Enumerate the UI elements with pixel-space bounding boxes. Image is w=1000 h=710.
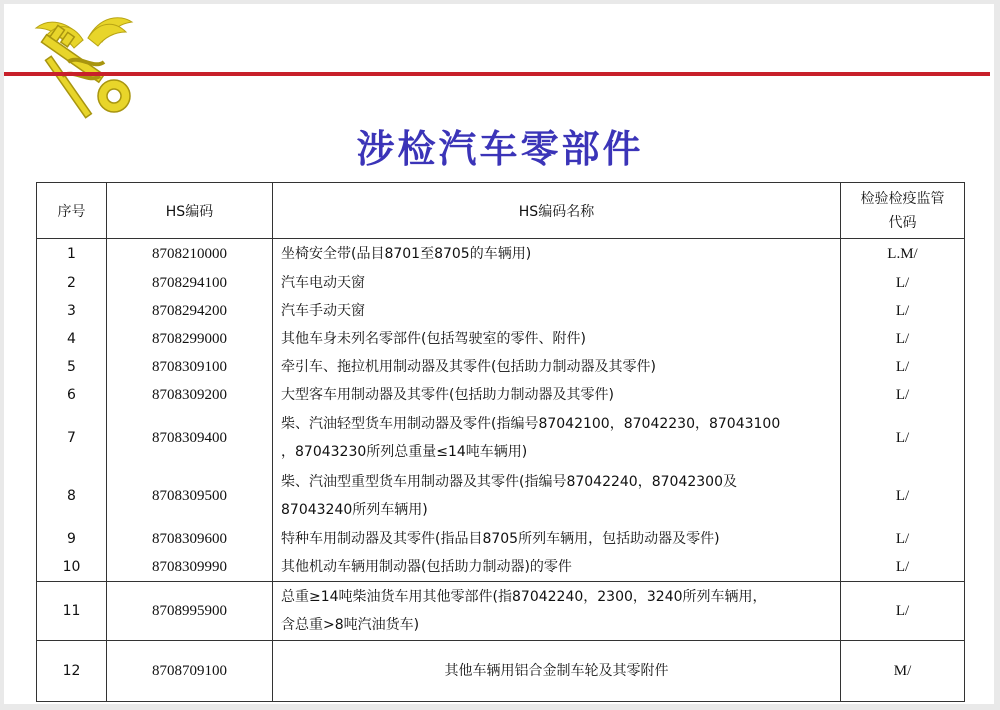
row-name: 大型客车用制动器及其零件(包括助力制动器及其零件) xyxy=(273,381,841,409)
table-row xyxy=(37,640,965,701)
header-supervision-line1: 检验检疫监管 xyxy=(860,190,945,207)
row-seq: 5 xyxy=(37,353,107,381)
row-seq: 8 xyxy=(37,467,107,525)
row-seq: 2 xyxy=(37,269,107,297)
row-name: 其他车身未列名零部件(包括驾驶室的零件、附件) xyxy=(273,325,841,353)
row-seq: 3 xyxy=(37,297,107,325)
table-row xyxy=(37,353,965,381)
row-name: 其他车辆用铝合金制车轮及其零附件 xyxy=(273,640,841,701)
row-sup: M/ xyxy=(841,640,965,701)
row-sup: L/ xyxy=(841,353,965,381)
row-name: 牵引车、拖拉机用制动器及其零件(包括助力制动器及其零件) xyxy=(273,353,841,381)
row-name-line1: 柴、汽油轻型货车用制动器及零件(指编号87042100，87042230，87043100 xyxy=(281,415,781,432)
row-sup: L/ xyxy=(841,581,965,640)
row-code: 8708309100 xyxy=(107,353,273,381)
row-name-line1: 柴、汽油型重型货车用制动器及其零件(指编号87042240，87042300及 xyxy=(281,473,737,490)
hs-code-table xyxy=(36,182,965,702)
row-name: 特种车用制动器及其零件(指品目8705所列车辆用，包括助动器及零件) xyxy=(273,525,841,553)
row-seq: 9 xyxy=(37,525,107,553)
row-name-line1: 总重≥14吨柴油货车用其他零部件(指87042240，2300，3240所列车辆用， xyxy=(281,588,767,605)
row-seq: 11 xyxy=(37,581,107,640)
row-name-line2: ，87043230所列总重量≤14吨车辆用) xyxy=(281,443,528,460)
row-name xyxy=(273,467,841,525)
table-row xyxy=(37,581,965,640)
table-row xyxy=(37,409,965,467)
row-code: 8708299000 xyxy=(107,325,273,353)
row-seq: 7 xyxy=(37,409,107,467)
row-sup: L/ xyxy=(841,467,965,525)
row-code: 8708709100 xyxy=(107,640,273,701)
row-name-line2: 87043240所列车辆用) xyxy=(281,501,428,518)
table-row xyxy=(37,325,965,353)
header-seq: 序号 xyxy=(37,183,107,239)
row-code: 8708309990 xyxy=(107,553,273,582)
row-sup: L/ xyxy=(841,409,965,467)
row-seq: 4 xyxy=(37,325,107,353)
table-row xyxy=(37,269,965,297)
table-row xyxy=(37,239,965,269)
row-name xyxy=(273,409,841,467)
row-code: 8708210000 xyxy=(107,239,273,269)
header-supervision-line2: 代码 xyxy=(888,214,917,231)
row-code: 8708309400 xyxy=(107,409,273,467)
row-sup: L/ xyxy=(841,381,965,409)
row-code: 8708294100 xyxy=(107,269,273,297)
table-header-row xyxy=(37,183,965,239)
row-name: 汽车手动天窗 xyxy=(273,297,841,325)
row-seq: 12 xyxy=(37,640,107,701)
row-name-line2: 含总重>8吨汽油货车) xyxy=(281,616,420,633)
table-row xyxy=(37,381,965,409)
page-title: 涉检汽车零部件 xyxy=(356,127,644,171)
row-sup: L/ xyxy=(841,297,965,325)
row-sup: L/ xyxy=(841,553,965,582)
row-code: 8708309500 xyxy=(107,467,273,525)
header-hs-name: HS编码名称 xyxy=(273,183,841,239)
row-seq: 6 xyxy=(37,381,107,409)
row-seq: 1 xyxy=(37,239,107,269)
row-name xyxy=(273,581,841,640)
header-supervision-code xyxy=(841,183,965,239)
table-row xyxy=(37,525,965,553)
table-row xyxy=(37,297,965,325)
row-sup: L.M/ xyxy=(841,239,965,269)
row-code: 8708309600 xyxy=(107,525,273,553)
row-name: 其他机动车辆用制动器(包括助力制动器)的零件 xyxy=(273,553,841,582)
row-sup: L/ xyxy=(841,325,965,353)
customs-emblem-icon xyxy=(28,10,138,122)
row-code: 8708294200 xyxy=(107,297,273,325)
row-sup: L/ xyxy=(841,525,965,553)
row-sup: L/ xyxy=(841,269,965,297)
row-name: 汽车电动天窗 xyxy=(273,269,841,297)
row-code: 8708995900 xyxy=(107,581,273,640)
row-seq: 10 xyxy=(37,553,107,582)
table-row xyxy=(37,553,965,582)
row-code: 8708309200 xyxy=(107,381,273,409)
table-row xyxy=(37,467,965,525)
row-name: 坐椅安全带(品目8701至8705的车辆用) xyxy=(273,239,841,269)
header-hs-code: HS编码 xyxy=(107,183,273,239)
header-divider xyxy=(4,72,990,76)
